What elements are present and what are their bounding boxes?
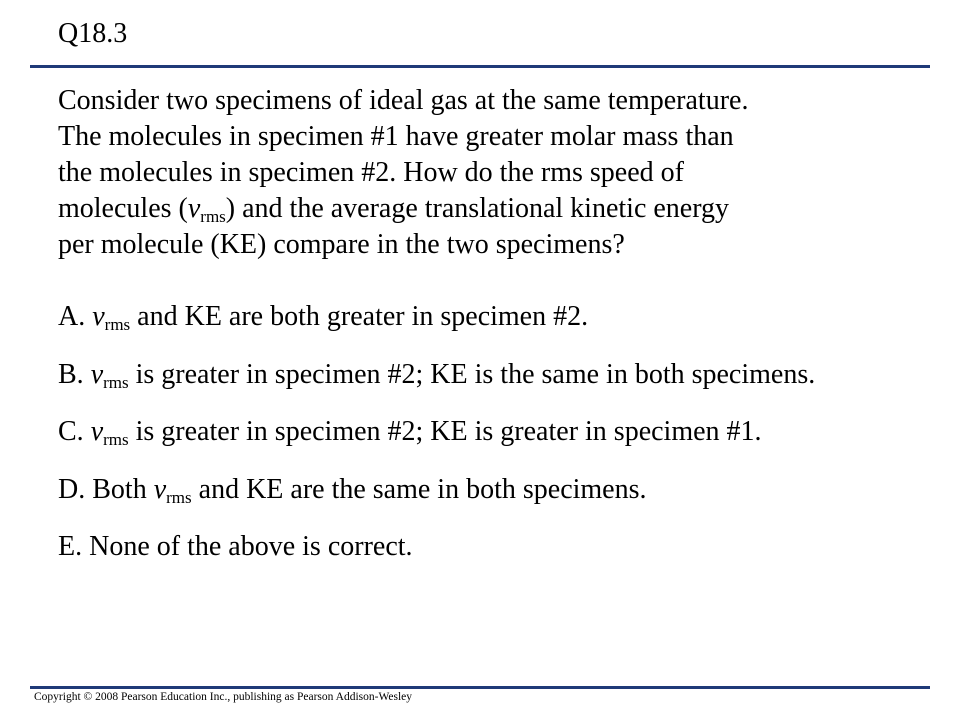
answer-options bbox=[58, 297, 948, 585]
question-line-2: The molecules in specimen #1 have greater molar mass than bbox=[58, 121, 734, 152]
option-letter: C. bbox=[58, 416, 91, 447]
question-line-3: the molecules in specimen #2. How do the rms speed of bbox=[58, 157, 684, 188]
slide-title: Q18.3 bbox=[58, 18, 128, 49]
option-post-text: and KE are the same in both specimens. bbox=[191, 473, 647, 505]
velocity-symbol: v bbox=[90, 358, 104, 390]
option-pre-text: Both bbox=[92, 473, 154, 505]
footer-divider bbox=[30, 686, 930, 689]
rms-subscript: rms bbox=[103, 430, 129, 449]
title-divider bbox=[30, 65, 930, 68]
rms-subscript: rms bbox=[166, 487, 192, 507]
copyright-notice: Copyright © 2008 Pearson Education Inc., publishing as Pearson Addison-Wesley bbox=[34, 691, 413, 703]
rms-subscript: rms bbox=[103, 372, 129, 392]
option-letter: E. bbox=[58, 531, 90, 562]
option-post-text: is greater in specimen #2; KE is the same in both specimens. bbox=[128, 358, 816, 390]
option-e[interactable] bbox=[58, 527, 948, 567]
rms-subscript: rms bbox=[104, 315, 131, 334]
question-line-4 bbox=[58, 191, 938, 227]
question-line-5: per molecule (KE) compare in the two specimens? bbox=[58, 229, 625, 260]
option-b[interactable] bbox=[58, 355, 948, 395]
rms-subscript: rms bbox=[200, 207, 226, 226]
velocity-symbol: v bbox=[90, 416, 104, 447]
option-letter: B. bbox=[58, 358, 91, 390]
velocity-symbol: v bbox=[92, 301, 105, 332]
option-d[interactable] bbox=[58, 470, 948, 510]
option-letter: D. bbox=[58, 473, 93, 505]
question-line-1: Consider two specimens of ideal gas at the same temperature. bbox=[58, 85, 749, 116]
option-pre-text: None of the above is correct. bbox=[89, 531, 413, 562]
velocity-symbol: v bbox=[187, 193, 201, 224]
velocity-symbol: v bbox=[153, 473, 167, 505]
option-post-text: and KE are both greater in specimen #2. bbox=[130, 301, 589, 332]
option-c[interactable] bbox=[58, 412, 948, 452]
question-text bbox=[58, 83, 938, 263]
question-line-4-suffix: ) and the average translational kinetic energy bbox=[225, 193, 730, 224]
option-post-text: is greater in specimen #2; KE is greater in specimen #1. bbox=[128, 416, 762, 447]
question-line-4-prefix: molecules ( bbox=[58, 193, 188, 224]
option-a[interactable] bbox=[58, 297, 948, 337]
option-letter: A. bbox=[58, 301, 93, 332]
